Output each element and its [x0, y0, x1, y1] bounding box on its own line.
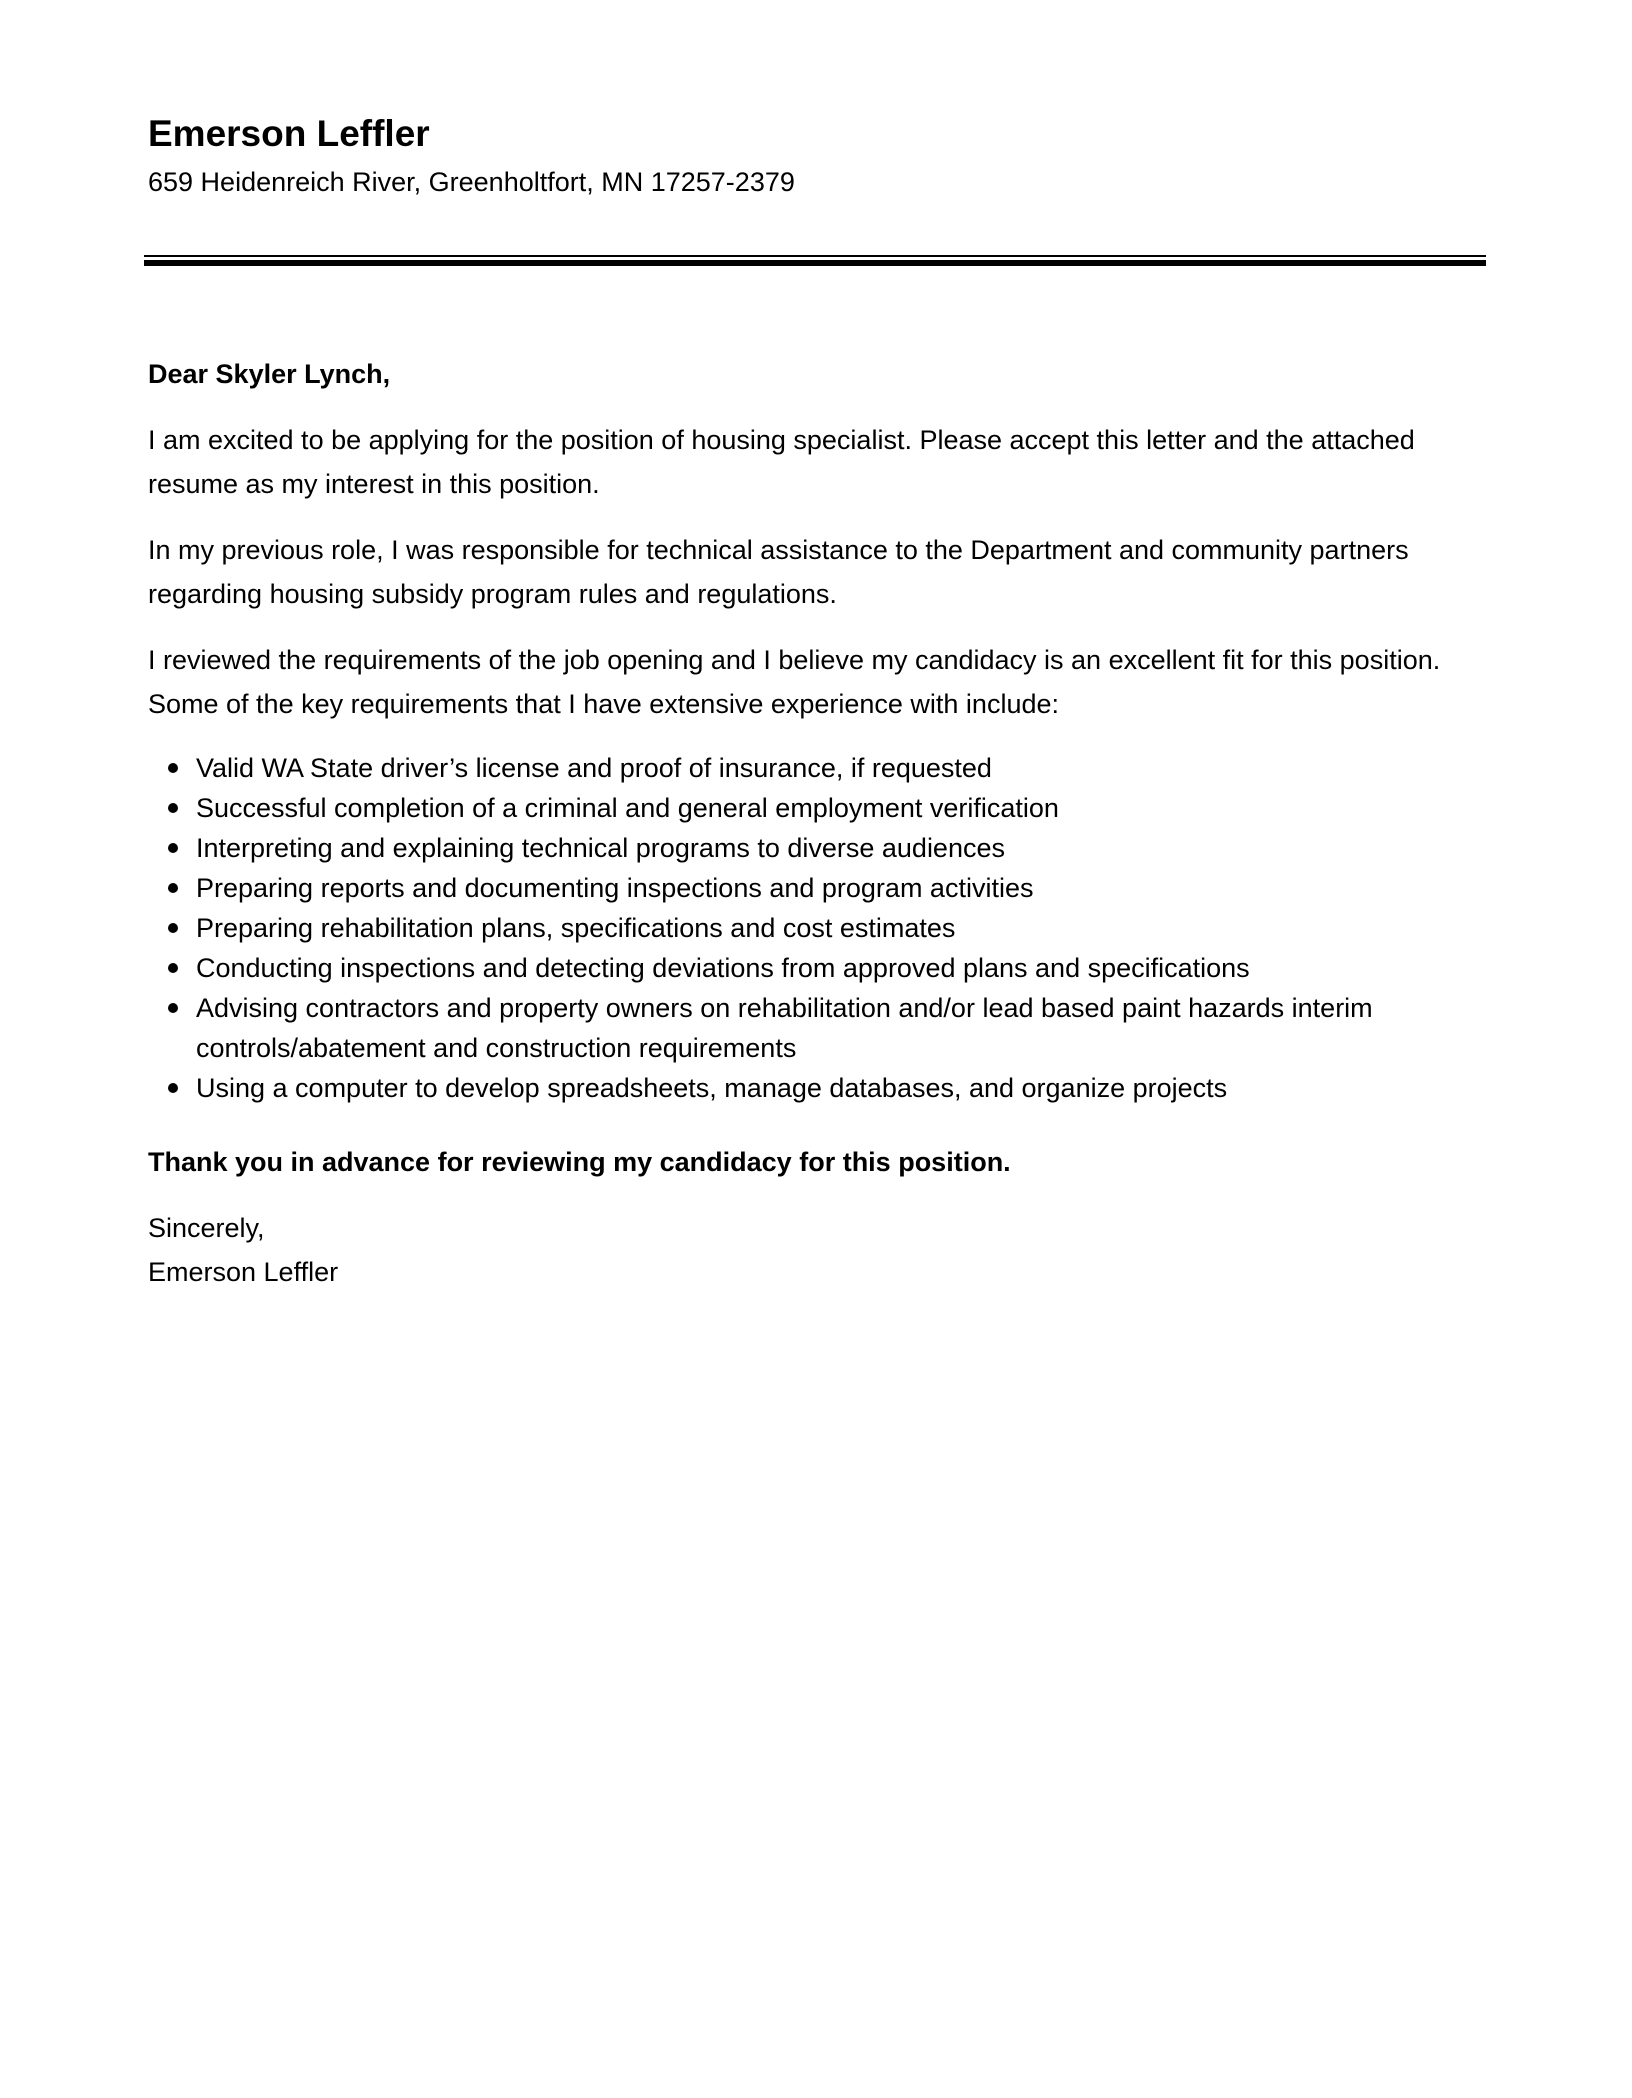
list-item-text: Using a computer to develop spreadsheets, manage databases, and organize projects [196, 1073, 1228, 1103]
list-item-text: Interpreting and explaining technical programs to diverse audiences [196, 833, 1005, 863]
closing-statement: Thank you in advance for reviewing my candidacy for this position. [148, 1147, 1011, 1177]
list-item [148, 908, 1488, 948]
salutation: Dear Skyler Lynch, [148, 359, 391, 389]
list-item-text: Successful completion of a criminal and general employment verification [196, 793, 1059, 823]
list-item-text: Valid WA State driver’s license and proof of insurance, if requested [196, 753, 992, 783]
bullet-icon [168, 1003, 178, 1013]
bullet-icon [168, 843, 178, 853]
paragraph-previous-role: In my previous role, I was responsible for technical assistance to the Department and community partners regarding housing subsidy program rules and regulations. [148, 535, 1409, 609]
paragraph-requirements-intro: I reviewed the requirements of the job opening and I believe my candidacy is an excellent fit for this position. Some of the key requirements that I have extensive experience with include: [148, 645, 1441, 719]
list-item [148, 988, 1488, 1068]
requirements-list [148, 748, 1488, 1108]
letter-header [148, 108, 1478, 204]
list-item [148, 1068, 1488, 1108]
list-item-text: Advising contractors and property owners on rehabilitation and/or lead based paint hazards interim controls/abatement and construction requirements [196, 993, 1373, 1063]
signature-name: Emerson Leffler [148, 1257, 339, 1287]
bullet-icon [168, 1083, 178, 1093]
valediction: Sincerely, [148, 1213, 265, 1243]
header-divider [144, 255, 1486, 267]
bullet-icon [168, 763, 178, 773]
bullet-icon [168, 923, 178, 933]
divider-thin-line [144, 255, 1486, 257]
bullet-icon [168, 803, 178, 813]
bullet-icon [168, 883, 178, 893]
bullet-icon [168, 963, 178, 973]
list-item-text: Preparing rehabilitation plans, specifications and cost estimates [196, 913, 956, 943]
list-item-text: Preparing reports and documenting inspections and program activities [196, 873, 1034, 903]
list-item [148, 748, 1488, 788]
sender-name: Emerson Leffler [148, 113, 430, 154]
list-item-text: Conducting inspections and detecting deviations from approved plans and specifications [196, 953, 1250, 983]
sender-address: 659 Heidenreich River, Greenholtfort, MN 17257-2379 [148, 167, 795, 197]
list-item [148, 868, 1488, 908]
list-item [148, 828, 1488, 868]
list-item [148, 788, 1488, 828]
list-item [148, 948, 1488, 988]
divider-thick-line [144, 260, 1486, 266]
letter-body [148, 352, 1488, 1294]
paragraph-intro: I am excited to be applying for the position of housing specialist. Please accept this letter and the attached resume as my interest in this position. [148, 425, 1415, 499]
